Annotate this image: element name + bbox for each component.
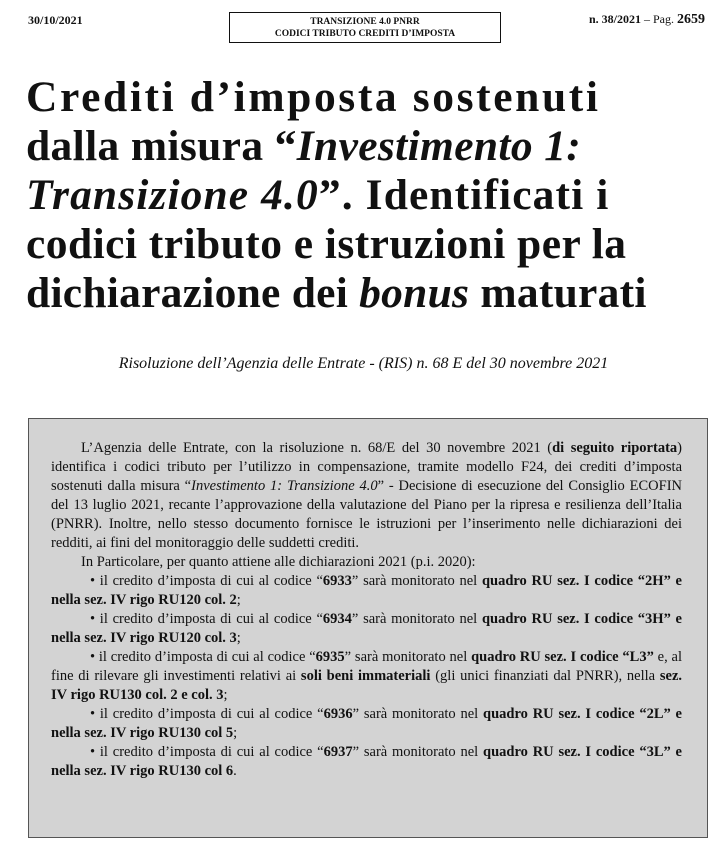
tax-code: 6934: [322, 611, 352, 627]
title-line-5: [26, 269, 716, 318]
text: e, al fine di rilevare gli investimenti relativi ai: [51, 649, 683, 684]
text: ” sarà monitorato nel: [351, 611, 482, 627]
article-title: [26, 73, 716, 318]
text: • il credito d’imposta di cui al codice “: [90, 744, 324, 760]
title-italic: Transizione 4.0: [26, 171, 319, 219]
list-item: [51, 572, 682, 610]
text: ) identifica i codici tributo per l’utilizzo in compensazione, tramite modello F24, dei crediti d’imposta sostenuti dalla misura “: [51, 440, 682, 494]
text: ” sarà monitorato nel: [352, 744, 484, 760]
separator-dash: –: [644, 12, 650, 26]
bold-text: quadro RU sez. I codice “3H” e nella sez. IV rigo RU120 col. 3: [51, 611, 682, 646]
list-item: [51, 705, 682, 743]
text: • il credito d’imposta di cui al codice “: [90, 649, 316, 665]
text: ” sarà monitorato nel: [344, 649, 472, 665]
title-italic: bonus: [359, 269, 470, 317]
text: • il credito d’imposta di cui al codice “: [90, 611, 323, 627]
text: .: [233, 763, 237, 779]
page-header: [0, 0, 727, 44]
bold-text: quadro RU sez. I codice “2H” e nella sez. IV rigo RU120 col. 2: [51, 573, 682, 608]
bold-text: soli beni immateriali: [300, 668, 431, 684]
text: ;: [223, 687, 228, 703]
list-item: [51, 610, 682, 648]
text: (gli unici finanziati dal PNRR), nella: [430, 668, 660, 684]
text: ” sarà monitorato nel: [352, 706, 484, 722]
tax-code: 6937: [323, 744, 353, 760]
tax-code: 6933: [322, 573, 352, 589]
section-subtitle: CODICI TRIBUTO CREDITI D’IMPOSTA: [274, 29, 456, 39]
summary-intro: [51, 439, 682, 553]
page-reference: [589, 12, 705, 28]
article-subtitle: Risoluzione dell’Agenzia delle Entrate - (RIS) n. 68 E del 30 novembre 2021: [118, 355, 609, 372]
bold-text: sez. IV rigo RU130 col. 2 e col. 3: [51, 668, 682, 703]
summary-box: [28, 418, 708, 838]
title-line-4: codici tributo e istruzioni per la: [26, 220, 627, 268]
text: ;: [236, 630, 241, 646]
italic-text: Investimento 1: Transizione 4.0: [191, 478, 378, 494]
text: • il credito d’imposta di cui al codice “: [90, 573, 323, 589]
issue-date: 30/10/2021: [28, 13, 83, 27]
text: ;: [236, 592, 241, 608]
title-line-3: [26, 171, 716, 220]
page-label: Pag.: [653, 12, 674, 26]
text: ” - Decisione di esecuzione del Consiglio ECOFIN del 13 luglio 2021, recante l’approvazione della valutazione del Piano per la ripresa e resilienza dell’Italia (PNRR). Inoltre, nello stesso documento fornisce le istruzioni per l’inserimento nelle dichiarazioni dei redditi, ai fini del monitoraggio delle suddetti crediti.: [51, 478, 682, 551]
issue-number: n. 38/2021: [588, 12, 641, 26]
title-line-1: Crediti d’imposta sostenuti: [26, 73, 601, 121]
title-text: ”. Identificati i: [318, 171, 610, 219]
text: • il credito d’imposta di cui al codice “: [90, 706, 324, 722]
list-item: [51, 648, 682, 705]
section-title: TRANSIZIONE 4.0 PNRR: [310, 17, 420, 27]
section-box: [229, 12, 501, 43]
text: ” sarà monitorato nel: [351, 573, 482, 589]
summary-particolare: In Particolare, per quanto attiene alle dichiarazioni 2021 (p.i. 2020):: [81, 554, 476, 570]
bold-text: quadro RU sez. I codice “L3”: [471, 649, 654, 665]
title-text: maturati: [469, 269, 647, 317]
tax-code: 6935: [315, 649, 345, 665]
title-text: dalla misura “: [26, 122, 297, 170]
title-text: dichiarazione dei: [26, 269, 360, 317]
text: ;: [233, 725, 238, 741]
page-number: 2659: [677, 12, 705, 27]
title-line-2: [26, 122, 716, 171]
title-italic: Investimento 1:: [296, 122, 582, 170]
text: L’Agenzia delle Entrate, con la risoluzione n. 68/E del 30 novembre 2021 (: [81, 440, 553, 456]
bold-text: quadro RU sez. I codice “2L” e nella sez. IV rigo RU130 col 5: [51, 706, 682, 741]
list-item: [51, 743, 682, 781]
bold-text: di seguito riportata: [552, 440, 678, 456]
bold-text: quadro RU sez. I codice “3L” e nella sez. IV rigo RU130 col 6: [51, 744, 682, 779]
tax-code: 6936: [323, 706, 353, 722]
